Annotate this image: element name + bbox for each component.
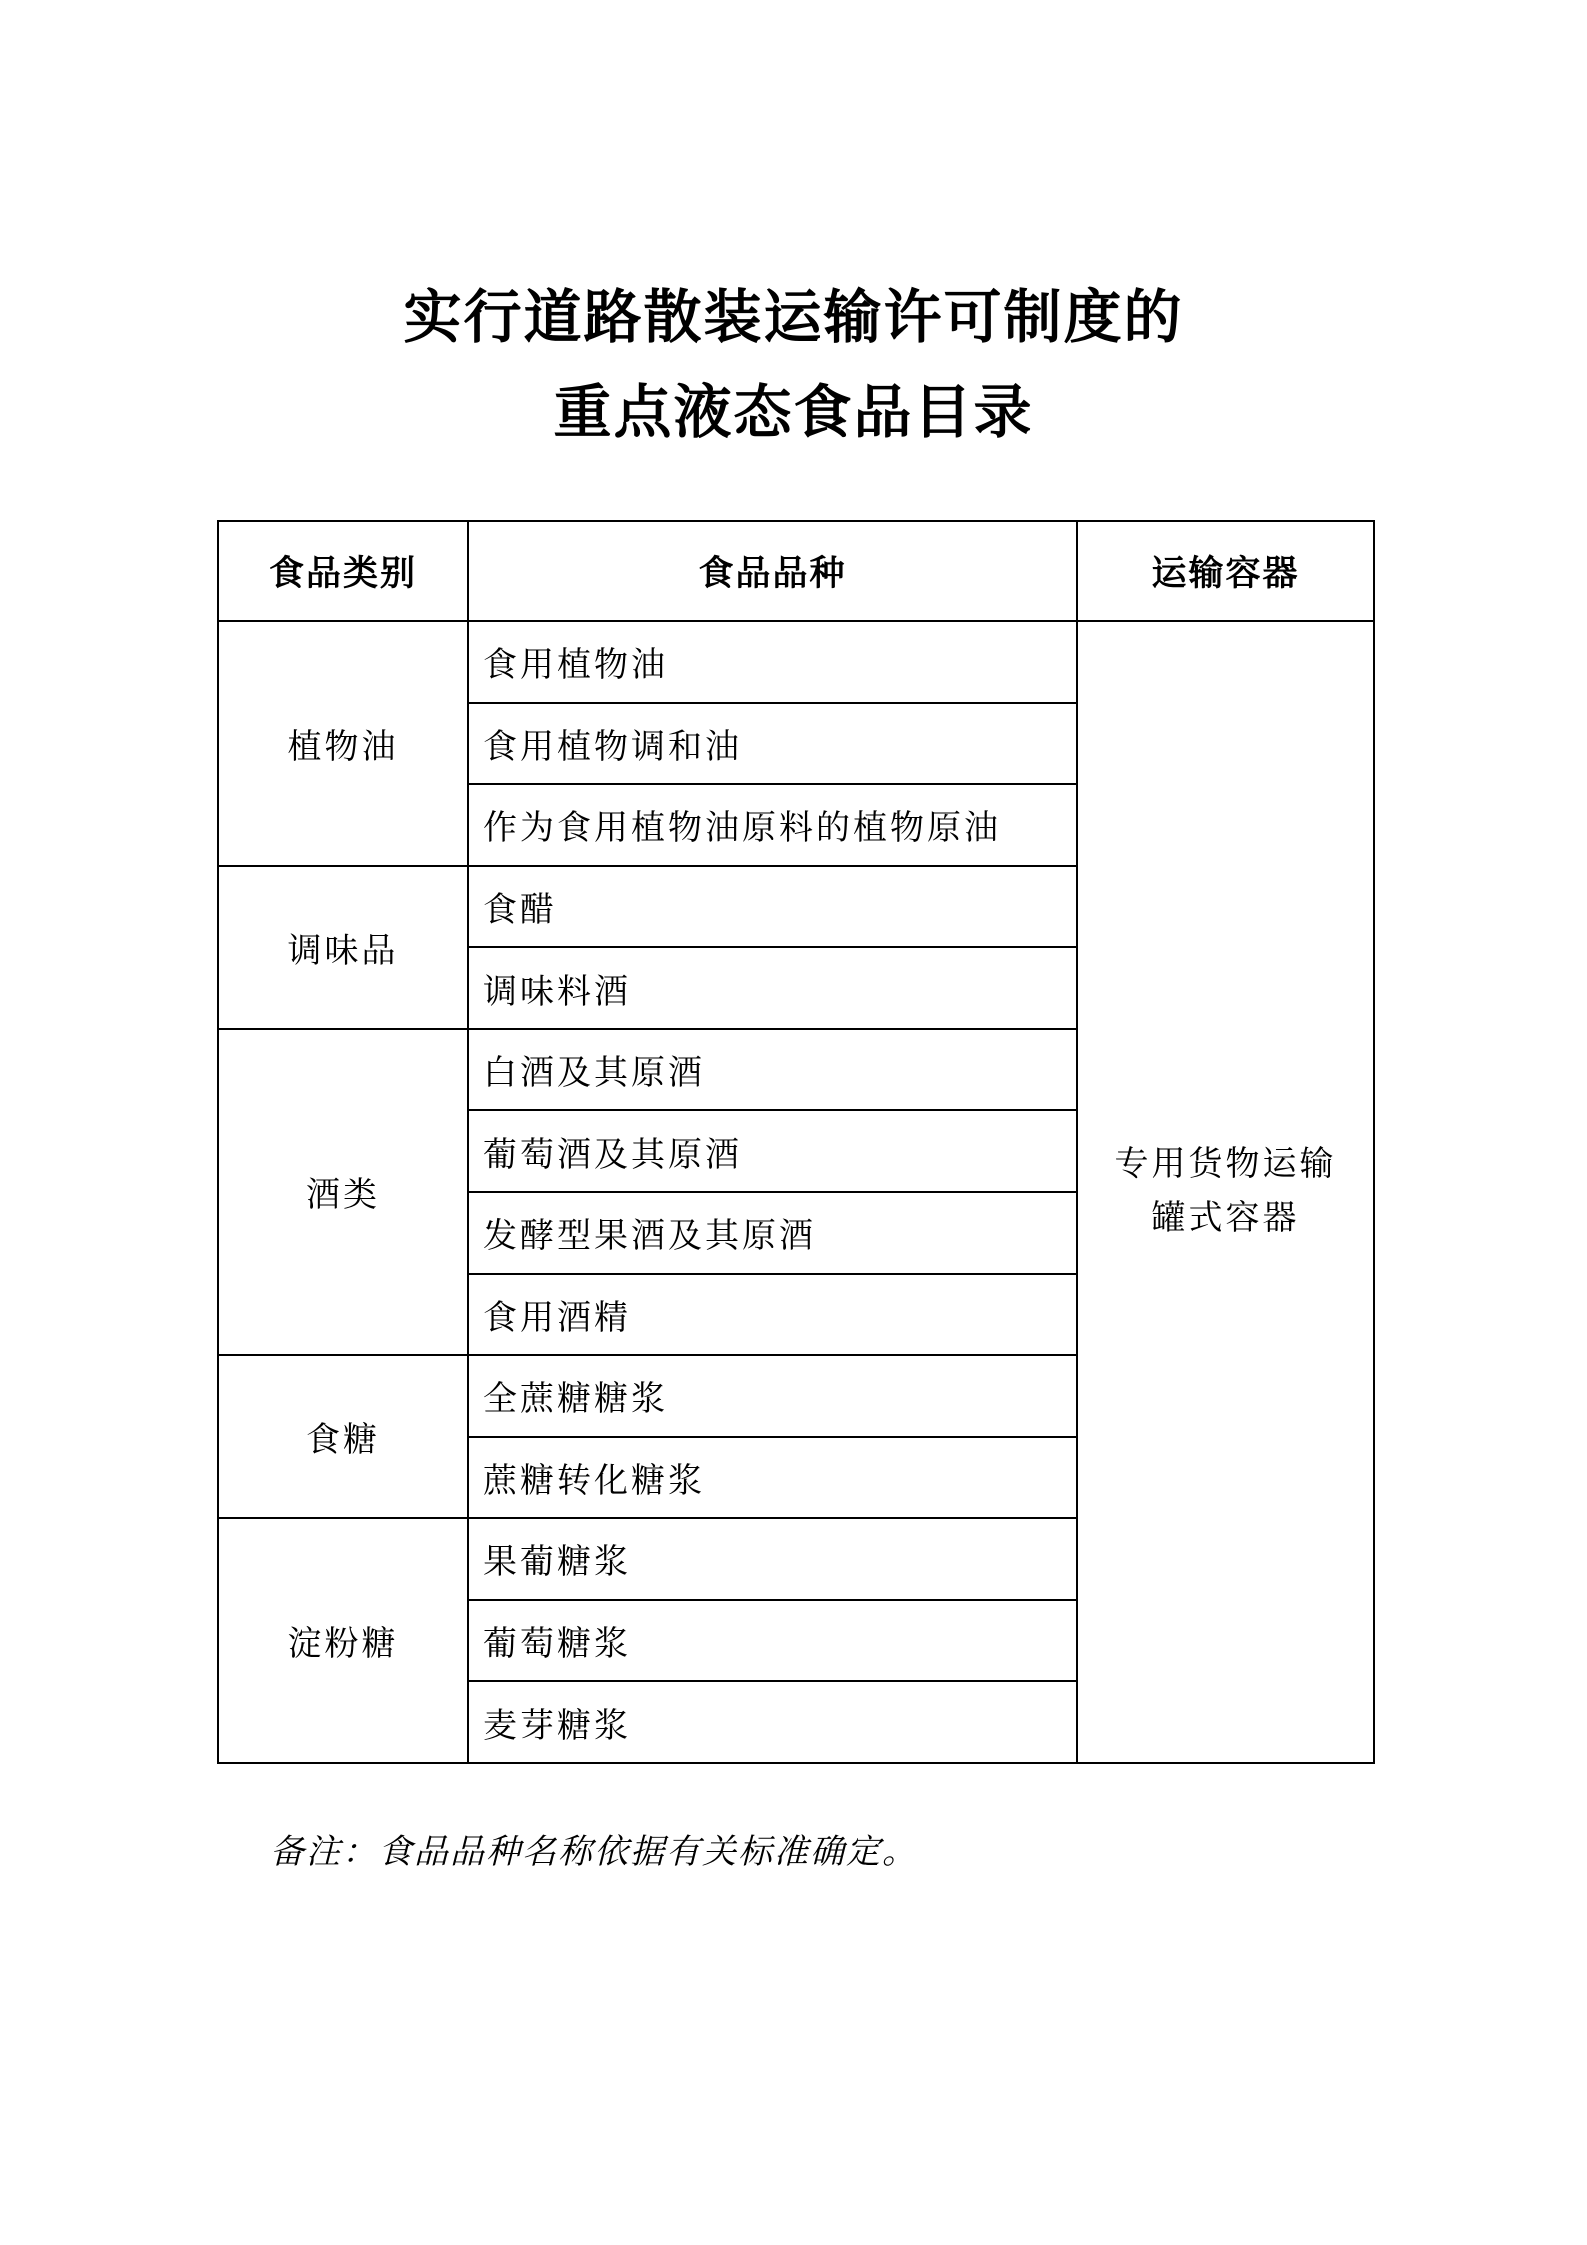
container-text-line-1: 专用货物运输: [1114, 1146, 1337, 1183]
item-cell: 蔗糖转化糖浆: [468, 1437, 1077, 1519]
item-cell: 食用酒精: [468, 1274, 1077, 1356]
column-header-food-category: 食品类别: [218, 521, 468, 621]
category-cell-condiments: 调味品: [218, 866, 468, 1029]
item-cell: 作为食用植物油原料的植物原油: [468, 784, 1077, 866]
column-header-food-variety: 食品品种: [468, 521, 1077, 621]
column-header-transport-container: 运输容器: [1077, 521, 1374, 621]
item-cell: 食醋: [468, 866, 1077, 948]
liquid-food-catalog-table: [217, 520, 1375, 1764]
table-row: [218, 621, 1374, 703]
table-header-row: [218, 521, 1374, 621]
item-cell: 白酒及其原酒: [468, 1029, 1077, 1111]
page-title: [0, 270, 1587, 460]
item-cell: 全蔗糖糖浆: [468, 1355, 1077, 1437]
page-title-line-2: 重点液态食品目录: [553, 380, 1034, 445]
item-cell: 食用植物调和油: [468, 703, 1077, 785]
footnote: 备注：食品品种名称依据有关标准确定。: [270, 1834, 918, 1871]
category-cell-starch-sugar: 淀粉糖: [218, 1518, 468, 1763]
category-cell-vegetable-oil: 植物油: [218, 621, 468, 866]
container-cell: [1077, 621, 1374, 1763]
item-cell: 麦芽糖浆: [468, 1681, 1077, 1763]
item-cell: 葡萄糖浆: [468, 1600, 1077, 1682]
item-cell: 调味料酒: [468, 947, 1077, 1029]
page-title-line-1: 实行道路散装运输许可制度的: [403, 285, 1184, 350]
container-text-line-2: 罐式容器: [1151, 1200, 1300, 1237]
item-cell: 食用植物油: [468, 621, 1077, 703]
item-cell: 发酵型果酒及其原酒: [468, 1192, 1077, 1274]
category-cell-alcohol: 酒类: [218, 1029, 468, 1355]
category-cell-sugar: 食糖: [218, 1355, 468, 1518]
item-cell: 葡萄酒及其原酒: [468, 1110, 1077, 1192]
item-cell: 果葡糖浆: [468, 1518, 1077, 1600]
